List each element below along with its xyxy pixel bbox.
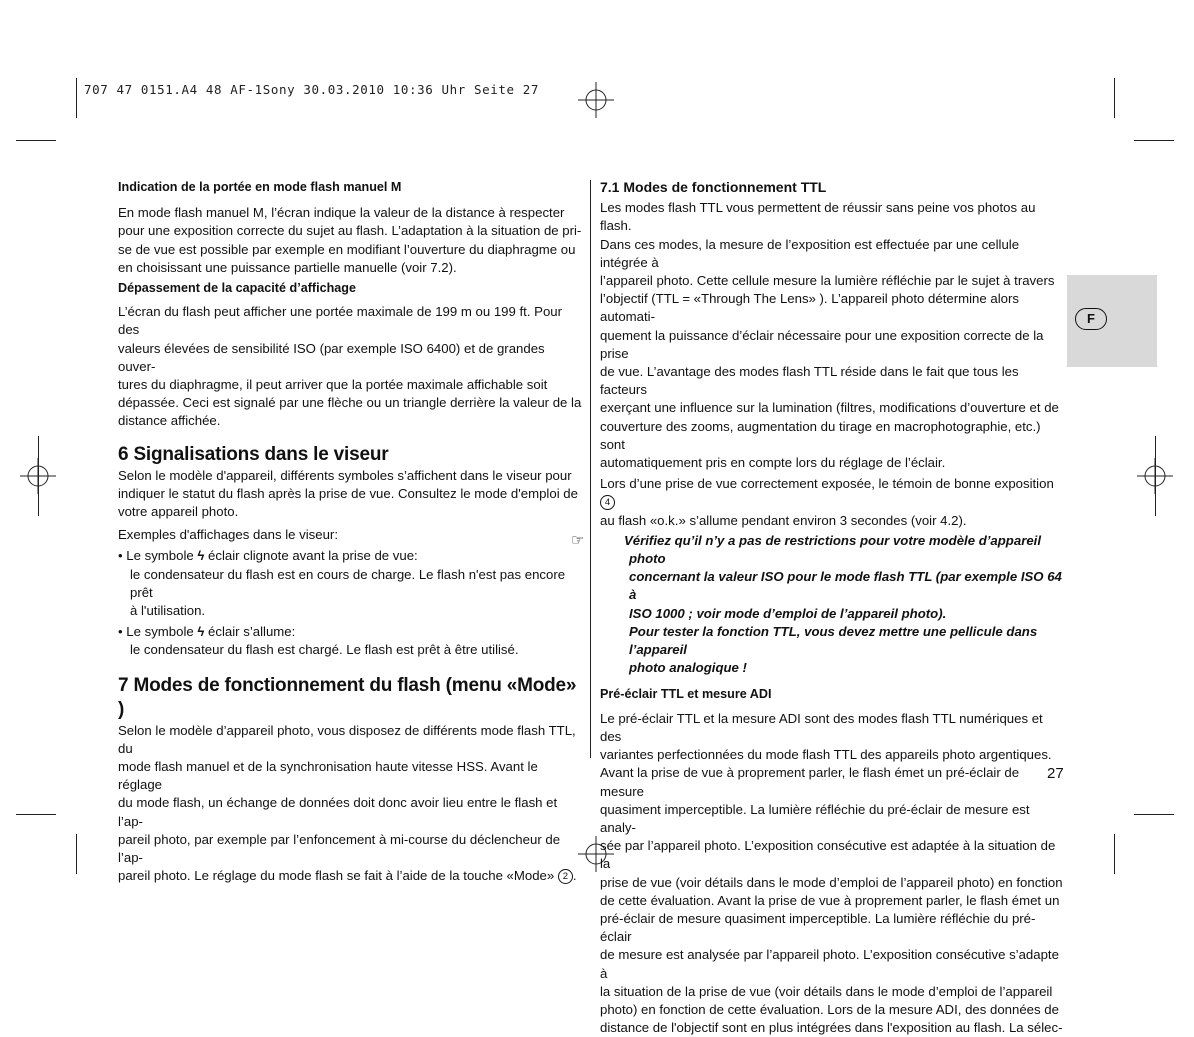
text-line: variantes perfectionnées du mode flash TTL des appareils photo argentiques. xyxy=(600,747,1052,763)
crop-mark xyxy=(16,140,56,141)
circled-number-icon: 4 xyxy=(600,495,615,510)
text-line: Lors d’une prise de vue correctement exposée, le témoin de bonne exposition 4 xyxy=(600,476,1054,509)
text-line: distance affichée. xyxy=(118,413,221,429)
note-block: ☞ Vérifiez qu’il n’y a pas de restrictions pour votre modèle d’appareil photo concernant la valeur ISO pour le mode flash TTL (par exemple ISO 64 à ISO 1000 ; voir mode d’emploi de l’appareil photo). Pour tester la fonction TTL, vous devez mettre une pellicule dans l’appareil photo analogique ! xyxy=(600,532,1065,678)
text-line: dépassée. Ceci est signalé par une flèche ou un triangle derrière la valeur de la xyxy=(118,395,582,411)
chapter-heading: 6 Signalisations dans le viseur xyxy=(118,443,389,465)
text-line: pareil photo, par exemple par l’enfoncement à mi-course du déclencheur de l’ap- xyxy=(118,831,561,866)
text-line: couverture des zooms, augmentation du tirage en macrophotographie, etc.) sont xyxy=(600,418,1041,452)
text-line: le condensateur du flash est chargé. Le flash est prêt à être utilisé. xyxy=(130,642,519,658)
text-line: à l'utilisation. xyxy=(130,603,206,619)
crop-mark xyxy=(76,834,77,874)
text-line: l’objectif (TTL = «Through The Lens» ). L’appareil photo détermine alors automati- xyxy=(600,291,1019,325)
pointing-hand-icon: ☞ xyxy=(571,531,585,549)
text-line: de mesure est analysée par l’appareil photo. L’exposition consécutive s’adapte à xyxy=(600,947,1059,981)
text-line: photo) en fonction de cette évaluation. Lors de la mesure ADI, des données de xyxy=(600,1001,1059,1017)
text-line: Dans ces modes, la mesure de l’exposition est effectuée par une cellule intégrée à xyxy=(600,236,1020,270)
text-line: mode flash manuel et de la synchronisation haute vitesse HSS. Avant le réglage xyxy=(118,759,538,793)
print-job-header: 707 47 0151.A4 48 AF-1Sony 30.03.2010 10:36 Uhr Seite 27 xyxy=(84,82,540,97)
text-line: Le pré-éclair TTL et la mesure ADI sont des modes flash TTL numériques et des xyxy=(600,710,1043,744)
section-heading: Dépassement de la capacité d’affichage xyxy=(118,281,356,296)
crop-mark xyxy=(76,78,77,118)
right-column xyxy=(571,178,1065,1037)
text-line: Selon le modèle d'appareil, différents symboles s’affichent dans le viseur pour xyxy=(118,467,572,483)
language-tab xyxy=(1067,275,1157,367)
text-line: sée par l’appareil photo. L’exposition consécutive est adaptée à la situation de la xyxy=(600,838,1056,872)
text-line: quasiment imperceptible. La lumière réfléchie du pré-éclair de mesure est analy- xyxy=(600,801,1030,835)
text-line: concernant la valeur ISO pour le mode flash TTL (par exemple ISO 64 à xyxy=(629,569,1062,603)
text-line: la situation de la prise de vue (voir détails dans le mode d’emploi de l’appareil xyxy=(600,983,1053,999)
language-code: F xyxy=(1075,308,1107,330)
text-line: le condensateur du flash est en cours de charge. Le flash n'est pas encore prêt xyxy=(130,566,566,600)
chapter-heading: 7 Modes de fonctionnement du flash (menu «Mode» ) xyxy=(118,674,577,720)
text-line: Les modes flash TTL vous permettent de réussir sans peine vos photos au flash. xyxy=(600,200,1036,234)
text-line: de cette évaluation. Avant la prise de vue à proprement parler, le flash émet un xyxy=(600,892,1060,908)
crop-mark xyxy=(1134,140,1174,141)
text-line: Selon le modèle d’appareil photo, vous disposez de différents mode flash TTL, du xyxy=(118,722,576,756)
text-line: pareil photo. Le réglage du mode flash se fait à l’aide de la touche «Mode» 2 . xyxy=(118,868,577,884)
text-line: prise de vue (voir détails dans le mode d’emploi de l’appareil photo) en fonction xyxy=(600,874,1063,890)
text-line: se de vue est possible par exemple en modifiant l’ouverture du diaphragme ou xyxy=(118,241,576,257)
crop-mark xyxy=(38,436,39,516)
left-column xyxy=(118,178,583,886)
crop-mark xyxy=(16,814,56,815)
text-line: pour une exposition correcte du sujet au flash. L’adaptation à la situation de pri- xyxy=(118,223,582,239)
text-line: votre appareil photo. xyxy=(118,504,239,520)
text-line: l’appareil photo. Cette cellule mesure la lumière réfléchie par le sujet à travers xyxy=(600,273,1055,289)
column-divider xyxy=(590,180,591,758)
text-line: du mode flash, un échange de données doit donc avoir lieu entre le flash et l’ap- xyxy=(118,795,558,829)
text-line: en choisissant une puissance partielle manuelle (voir 7.2). xyxy=(118,259,457,275)
text-line: tures du diaphragme, il peut arriver que la portée maximale affichable soit xyxy=(118,377,548,393)
crop-mark xyxy=(1134,814,1174,815)
section-heading: Indication de la portée en mode flash manuel M xyxy=(118,180,402,194)
text-line: de vue. L’avantage des modes flash TTL réside dans le fait que tous les facteurs xyxy=(600,364,1019,398)
list-item: • Le symbole ϟ éclair s’allume: le condensateur du flash est chargé. Le flash est prêt à être utilisé. xyxy=(118,623,583,659)
section-heading: Pré-éclair TTL et mesure ADI xyxy=(600,687,772,702)
page-number: 27 xyxy=(1047,765,1064,782)
text-line: indiquer le statut du flash après la prise de vue. Consultez le mode d'emploi de xyxy=(118,485,578,501)
text-line: pré-éclair de mesure quasiment imperceptible. La lumière réfléchie du pré-éclair xyxy=(600,910,1036,945)
text-line: ISO 1000 ; voir mode d’emploi de l’appareil photo). xyxy=(629,605,947,621)
text-line: L’écran du flash peut afficher une portée maximale de 199 m ou 199 ft. Pour des xyxy=(118,304,563,338)
text-line: valeurs élevées de sensibilité ISO (par exemple ISO 6400) et de grandes ouver- xyxy=(118,340,545,374)
text-line: photo analogique ! xyxy=(629,660,747,676)
list-item: • Le symbole ϟ éclair clignote avant la prise de vue: le condensateur du flash est en cours de charge. Le flash n'est pas encore prêt à l'utilisation. xyxy=(118,547,583,620)
text-line: au flash «o.k.» s’allume pendant environ 3 secondes (voir 4.2). xyxy=(600,512,967,528)
text-line: Exemples d'affichages dans le viseur: xyxy=(118,527,338,543)
crop-mark xyxy=(1155,436,1156,516)
text-line: Avant la prise de vue à proprement parler, le flash émet un pré-éclair de mesure xyxy=(600,765,1020,799)
text-line: quement la puissance d’éclair nécessaire pour une exposition correcte de la prise xyxy=(600,327,1044,361)
crop-mark xyxy=(1114,834,1115,874)
text-line: Pour tester la fonction TTL, vous devez mettre une pellicule dans l’appareil xyxy=(629,623,1038,658)
section-heading: 7.1 Modes de fonctionnement TTL xyxy=(600,179,827,195)
crop-mark xyxy=(1114,78,1115,118)
text-line: exerçant une influence sur la lumination (filtres, modifications d’ouverture et de xyxy=(600,400,1059,416)
text-line: automatiquement pris en compte lors du réglage de l’éclair. xyxy=(600,455,946,471)
circled-number-icon: 2 xyxy=(558,869,573,884)
registration-mark-icon xyxy=(578,82,614,118)
flash-icon: ϟ xyxy=(197,548,205,564)
flash-icon: ϟ xyxy=(197,624,205,640)
text-line: distance de l'objectif sont en plus intégrées dans l'exposition au flash. La sélec- xyxy=(600,1020,1063,1036)
text-line: En mode flash manuel M, l’écran indique la valeur de la distance à respecter xyxy=(118,205,565,221)
